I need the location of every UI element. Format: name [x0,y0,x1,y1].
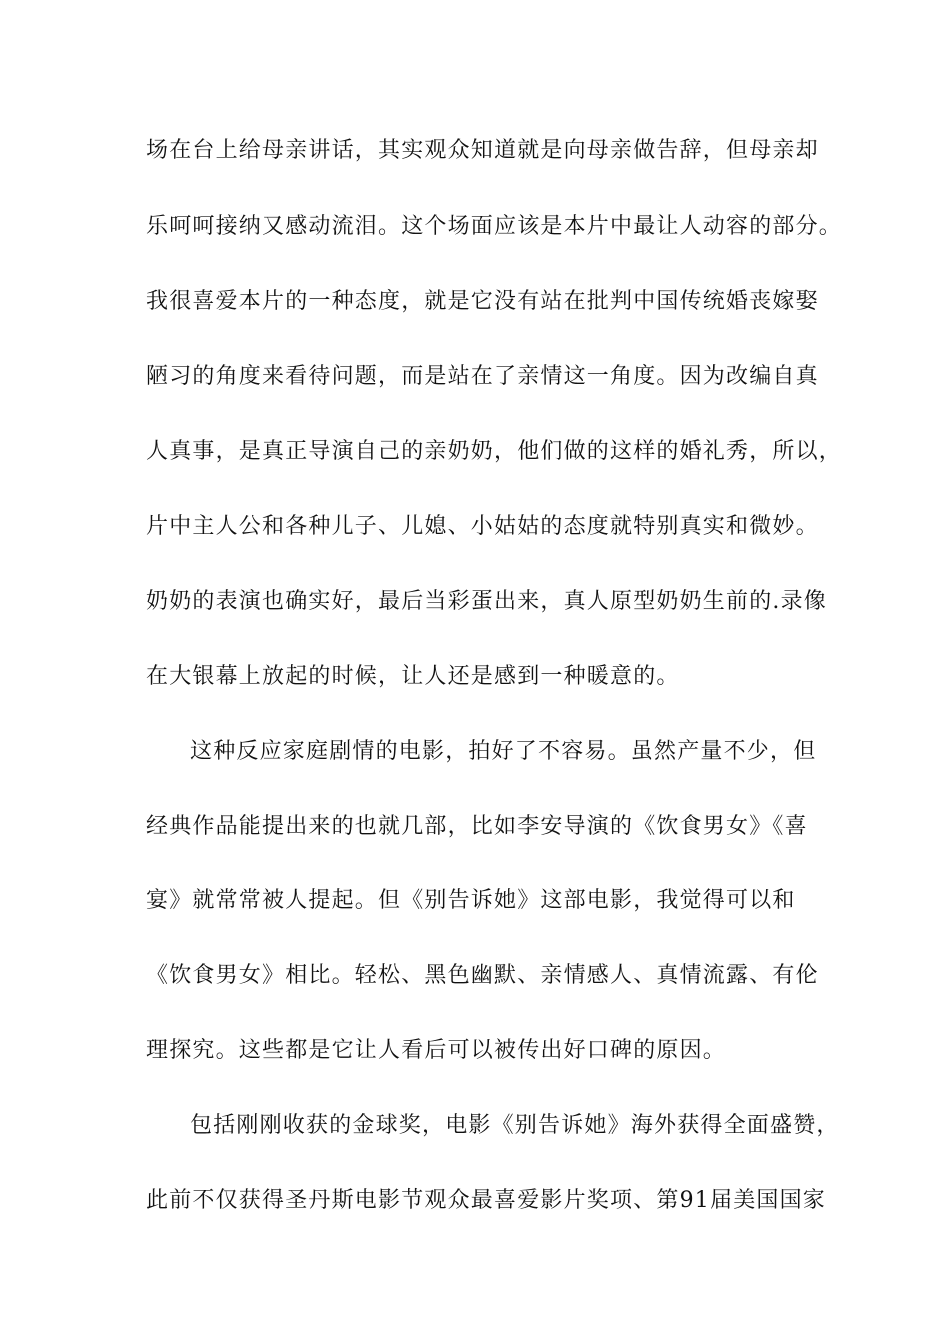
text-line: 在大银幕上放起的时候，让人还是感到一种暖意的。 [146,664,680,689]
text-line: 我很喜爱本片的一种态度，就是它没有站在批判中国传统婚丧嫁娶 [146,289,819,314]
text-line: 奶奶的表演也确实好，最后当彩蛋出来，真人原型奶奶生前的.录像 [146,589,827,614]
text-line: 经典作品能提出来的也就几部，比如李安导演的《饮食男女》《喜 [146,814,808,839]
paragraph-first-line: 这种反应家庭剧情的电影，拍好了不容易。虽然产量不少，但 [190,739,817,764]
text-line: 《饮食男女》相比。轻松、黑色幽默、亲情感人、真情流露、有伦 [146,963,819,988]
text-line: 场在台上给母亲讲话，其实观众知道就是向母亲做告辞，但母亲却 [146,138,819,163]
text-line: 人真事，是真正导演自己的亲奶奶，他们做的这样的婚礼秀，所以， [146,439,843,464]
text-line: 此前不仅获得圣丹斯电影节观众最喜爱影片奖项、第91届美国国家 [146,1188,826,1213]
text-line: 宴》就常常被人提起。但《别告诉她》这部电影，我觉得可以和 [146,888,796,913]
text-line: 陋习的角度来看待问题，而是站在了亲情这一角度。因为改编自真 [146,364,819,389]
text-line: 片中主人公和各种儿子、儿媳、小姑姑的态度就特别真实和微妙。 [146,514,819,539]
text-line: 乐呵呵接纳又感动流泪。这个场面应该是本片中最让人动容的部分。 [146,214,843,239]
paragraph-first-line: 包括刚刚收获的金球奖，电影《别告诉她》海外获得全面盛赞， [190,1113,840,1138]
text-line: 理探究。这些都是它让人看后可以被传出好口碑的原因。 [146,1038,727,1063]
